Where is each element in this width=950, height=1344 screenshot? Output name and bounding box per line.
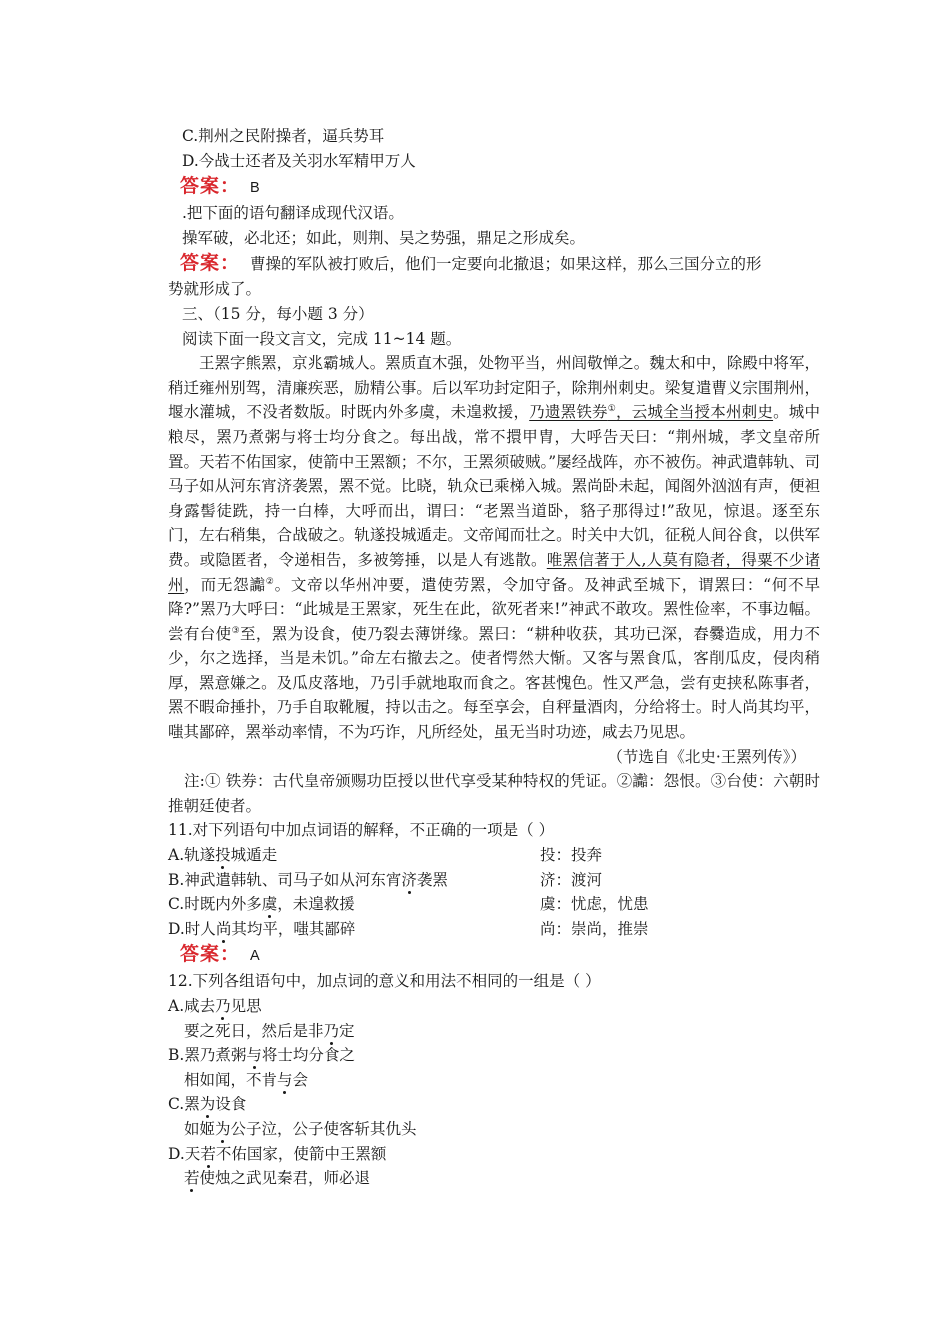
dotted-word: 若 [200,1144,216,1163]
option-text: B.罴乃煮粥 [168,1046,247,1065]
option-text: 见思 [230,997,262,1015]
q12-option-a-2 [168,1019,820,1044]
option-text: 要之死日，然后是非 [184,1021,324,1040]
option-gloss: 虞：忧虑，忧患 [540,895,649,914]
dotted-word: 尚 [215,919,232,938]
option-text: 使烛之武见秦君，师必退 [199,1169,371,1188]
q12-option-d-1 [168,1142,820,1167]
option-text: 相如闻，不肯 [184,1070,278,1089]
q11-option-a [168,843,820,868]
section-heading: 三、（15 分，每小题 3 分） [182,304,374,323]
option-text: 城遁走 [230,846,278,865]
answer-line [168,173,820,201]
q11-option-d [168,917,820,942]
option-gloss: 投：投奔 [540,846,603,865]
underlined-text-1a: 乃遗罴铁券 [529,403,608,422]
answer-label: 答案： [180,175,241,198]
option-text: ，未遑救援 [277,895,355,914]
option-text: B.神武遣韩轨、司马子如从河东宵 [168,870,402,889]
option-c: C.荆州之民附操者，逼兵势耳 [182,127,385,145]
answer-label: 答案： [180,252,241,275]
dotted-word: 若 [184,1169,200,1188]
option-text: 设食 [215,1095,247,1114]
passage-text-1: 王罴字熊罴，京兆霸城人。罴质直木强，处物平当，州闾敬惮之。魏太和中，除殿中将军，稍迁雍州别驾，清廉疾恶，励精公事。后以军功封定阳子，除荆州刺史。梁复遣曹义宗围荆州，堰水灌城，不没者数版。时既内外多虞，未遑救援， [168,354,820,422]
translate-answer-text: 曹操的军队被打败后，他们一定要向北撤退；如果这样，那么三国分立的形 [250,255,762,274]
option-text: 其均平，嗤其鄙碎 [231,919,356,938]
passage-source: （节选自《北史·王罴列传》） [607,747,806,766]
option-text: 不佑国家，使箭中王罴额 [215,1144,387,1163]
option-d: D.今战士还者及关羽水军精甲万人 [182,151,416,170]
option-gloss: 济：渡河 [540,870,603,889]
dotted-word: 与 [277,1070,293,1089]
dotted-word: 与 [246,1046,262,1065]
option-text: D.天 [168,1144,201,1163]
q12-option-c-2 [168,1117,820,1142]
footnotes: 注:① 铁券：古代皇帝颁赐功臣授以世代享受某种特权的凭证。②讟：怨恨。③台使：六朝时推朝廷使者。 [168,772,820,815]
section-intro: 阅读下面一段文言文，完成 11~14 题。 [182,329,462,348]
option-text: C.时既内外多 [168,895,262,914]
option-text: 会 [292,1070,309,1089]
answer-value: A [250,948,260,965]
option-text: C.罴 [168,1095,200,1114]
dotted-word: 投 [215,846,231,865]
option-text: A.咸去 [168,997,216,1015]
answer-label: 答案： [180,943,241,966]
translate-answer-cont: 势就形成了。 [168,280,262,299]
option-text: A.轨遂 [168,846,216,865]
footnote-mark-3: ③ [231,625,241,636]
dotted-word: 为 [199,1095,216,1114]
q11-option-b [168,868,820,893]
passage-text-4: 。文帝以华州冲要，遣使劳罴，令加守备。及神武至城下，谓罴曰：“何不早降?”罴乃大呼曰：“此城是王罴家，死生在此，欲死者来!”神武不敢攻。罴性俭率，不事边幅。尝有台使 [168,575,820,643]
q12-option-c-1 [168,1092,820,1117]
option-text: 定 [339,1021,355,1040]
q11-option-c [168,892,820,917]
dotted-word: 济 [401,870,417,889]
classical-passage [168,351,820,745]
q11-answer [168,941,820,969]
translate-prompt: .把下面的语句翻译成现代汉语。 [182,204,404,223]
translate-sentence: 操军破，必北还；如此，则荆、吴之势强，鼎足之形成矣。 [182,228,586,247]
q12-option-b-1 [168,1043,820,1068]
document-page [168,124,820,1191]
dotted-word: 乃 [323,1021,340,1040]
underlined-sentence-2: 唯罴信著于人,人莫有隐者，得粟不少诸州 [168,550,820,594]
passage-text-2: 。城中粮尽，罴乃煮粥与将士均分食之。每出战，常不擐甲胄，大呼告天曰：“荆州城，孝文皇帝所置。天若不佑国家，使箭中王罴额；不尔，王罴须破贼。”屡经战阵，亦不被伤。神武遣韩轨、司马子如从河东宵济袭罴，罴不觉。比晓，轨众已乘梯入城。罴尚卧未起，闻阁外汹汹有声，便袒身露髻徒跣，持一白棒，大呼而出，谓曰：“老罴当道卧，貉子那得过!”敌见，惊退。逐至东门，左右稍集，合战破之。轨遂投城遁走。文帝闻而壮之。时关中大饥，征税人间谷食，以供军费。或隐匿者，令递相告，多被篣捶，以是人有逃散。 [168,403,820,569]
option-text: 将士均分食之 [261,1046,355,1065]
passage-text-5: 至，罴为设食，使乃裂去薄饼缘。罴曰：“耕种收获，其功已深，舂爨造成，用力不少，尔之选择，当是未饥。”命左右撤去之。使者愕然大惭。又客与罴食瓜，客削瓜皮，侵肉稍厚，罴意嫌之。及瓜皮落地，乃引手就地取而食之。客甚愧色。性又严急，尝有吏挟私陈事者，罴不暇命捶扑，乃手自取靴履，持以击之。每至享会，自秤量酒肉，分给将士。时人尚其均平，嗤其鄙碎，罴举动率情，不为巧诈，凡所经处，虽无当时功迹，咸去乃见思。 [168,624,820,742]
option-text: D.时人 [168,919,216,938]
question-12-stem: 12.下列各组语句中，加点词的意义和用法不相同的一组是（ ） [168,972,601,991]
question-11-stem: 11.对下列语句中加点词语的解释，不正确的一项是（ ） [168,821,555,840]
option-text: 如姬 [184,1119,216,1138]
q12-option-b-2 [168,1068,820,1093]
q12-option-d-2 [168,1166,820,1191]
underlined-text-1b: ，云城全当授本州刺史 [616,403,774,422]
option-text: 袭罴 [416,870,448,889]
q12-option-a-1 [168,994,820,1019]
dotted-word: 为 [215,1119,231,1138]
translate-answer [168,250,820,277]
underlined-sentence-1 [529,403,773,421]
footnote-mark-2: ② [265,576,275,587]
footnote-mark-1: ① [607,404,617,415]
passage-text-3: ，而无怨讟 [184,575,266,594]
dotted-word: 乃 [215,997,231,1015]
answer-value: B [250,180,260,197]
dotted-word: 虞 [261,895,278,914]
option-gloss: 尚：崇尚，推崇 [540,919,649,938]
option-text: 公子泣，公子使客斩其仇头 [230,1119,417,1138]
